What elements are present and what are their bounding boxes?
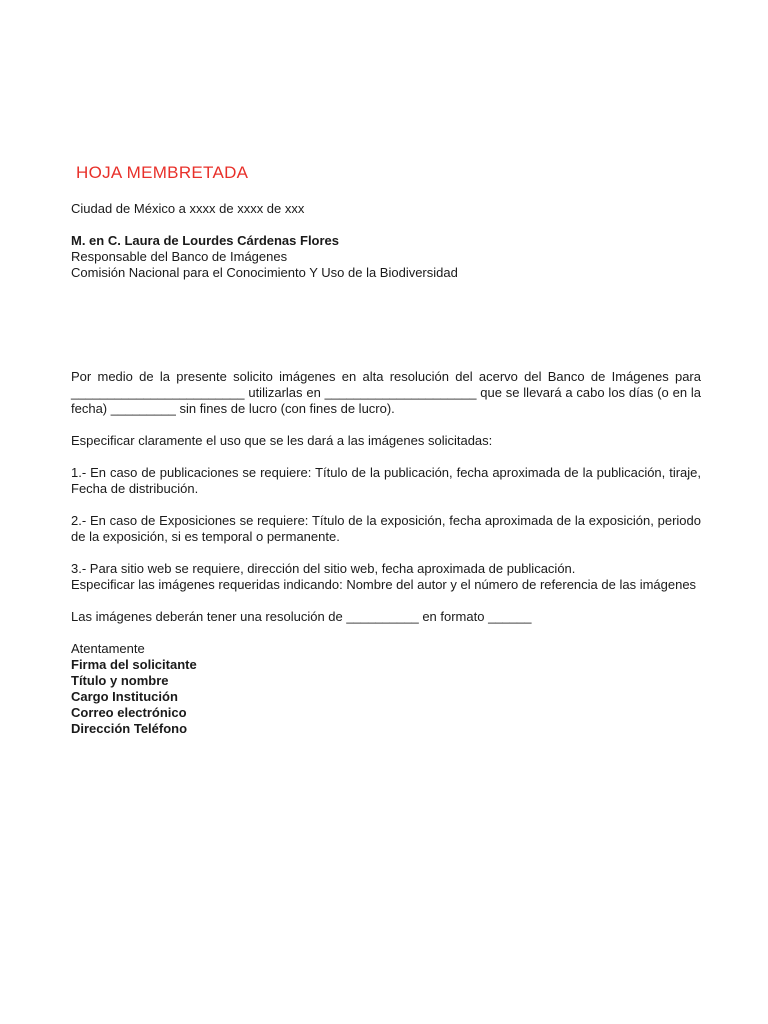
- blank-format: ______: [488, 609, 532, 624]
- request-paragraph: [71, 369, 701, 417]
- resolution-line: [71, 609, 701, 625]
- letter: [71, 163, 701, 737]
- email-line: Correo electrónico: [71, 705, 187, 720]
- letterhead-title: HOJA MEMBRETADA: [76, 163, 249, 182]
- request-text-3: que se llevará a cabo los días (o en la fecha): [71, 385, 701, 416]
- blank-date: _________: [110, 401, 176, 416]
- recipient-role: Responsable del Banco de Imágenes: [71, 249, 288, 264]
- website-item: 3.- Para sitio web se requiere, dirección del sitio web, fecha aproximada de publicación.: [71, 561, 576, 576]
- closing-salutation: Atentamente: [71, 641, 145, 656]
- blank-purpose: ________________________: [71, 385, 245, 400]
- request-text-1: Por medio de la presente solicito imágenes en alta resolución del acervo del Banco de Imágenes para: [71, 369, 701, 384]
- request-text-2: utilizarlas en: [248, 385, 321, 400]
- recipient-name: M. en C. Laura de Lourdes Cárdenas Flores: [71, 233, 340, 248]
- usage-instruction: Especificar claramente el uso que se les dará a las imágenes solicitadas:: [71, 433, 493, 448]
- exhibitions-item: 2.- En caso de Exposiciones se requiere: Título de la exposición, fecha aproximada de la exposición, periodo de la exposición, si es temporal o permanente.: [71, 513, 701, 544]
- format-text: en formato: [422, 609, 485, 624]
- blank-resolution: __________: [346, 609, 419, 624]
- request-text-4: sin fines de lucro (con fines de lucro).: [179, 401, 395, 416]
- title-name-line: Título y nombre: [71, 673, 169, 688]
- signature-line: Firma del solicitante: [71, 657, 197, 672]
- recipient-institution: Comisión Nacional para el Conocimiento Y Uso de la Biodiversidad: [71, 265, 458, 280]
- resolution-text: Las imágenes deberán tener una resolución de: [71, 609, 343, 624]
- publications-item: 1.- En caso de publicaciones se requiere: Título de la publicación, fecha aproximada de la publicación, tiraje, Fecha de distribución.: [71, 465, 701, 496]
- blank-event: _____________________: [324, 385, 477, 400]
- position-line: Cargo Institución: [71, 689, 178, 704]
- address-phone-line: Dirección Teléfono: [71, 721, 188, 736]
- images-spec: Especificar las imágenes requeridas indicando: Nombre del autor y el número de referencia de las imágenes: [71, 577, 697, 592]
- signature-block: [71, 657, 701, 737]
- place-date: Ciudad de México a xxxx de xxxx de xxx: [71, 201, 305, 216]
